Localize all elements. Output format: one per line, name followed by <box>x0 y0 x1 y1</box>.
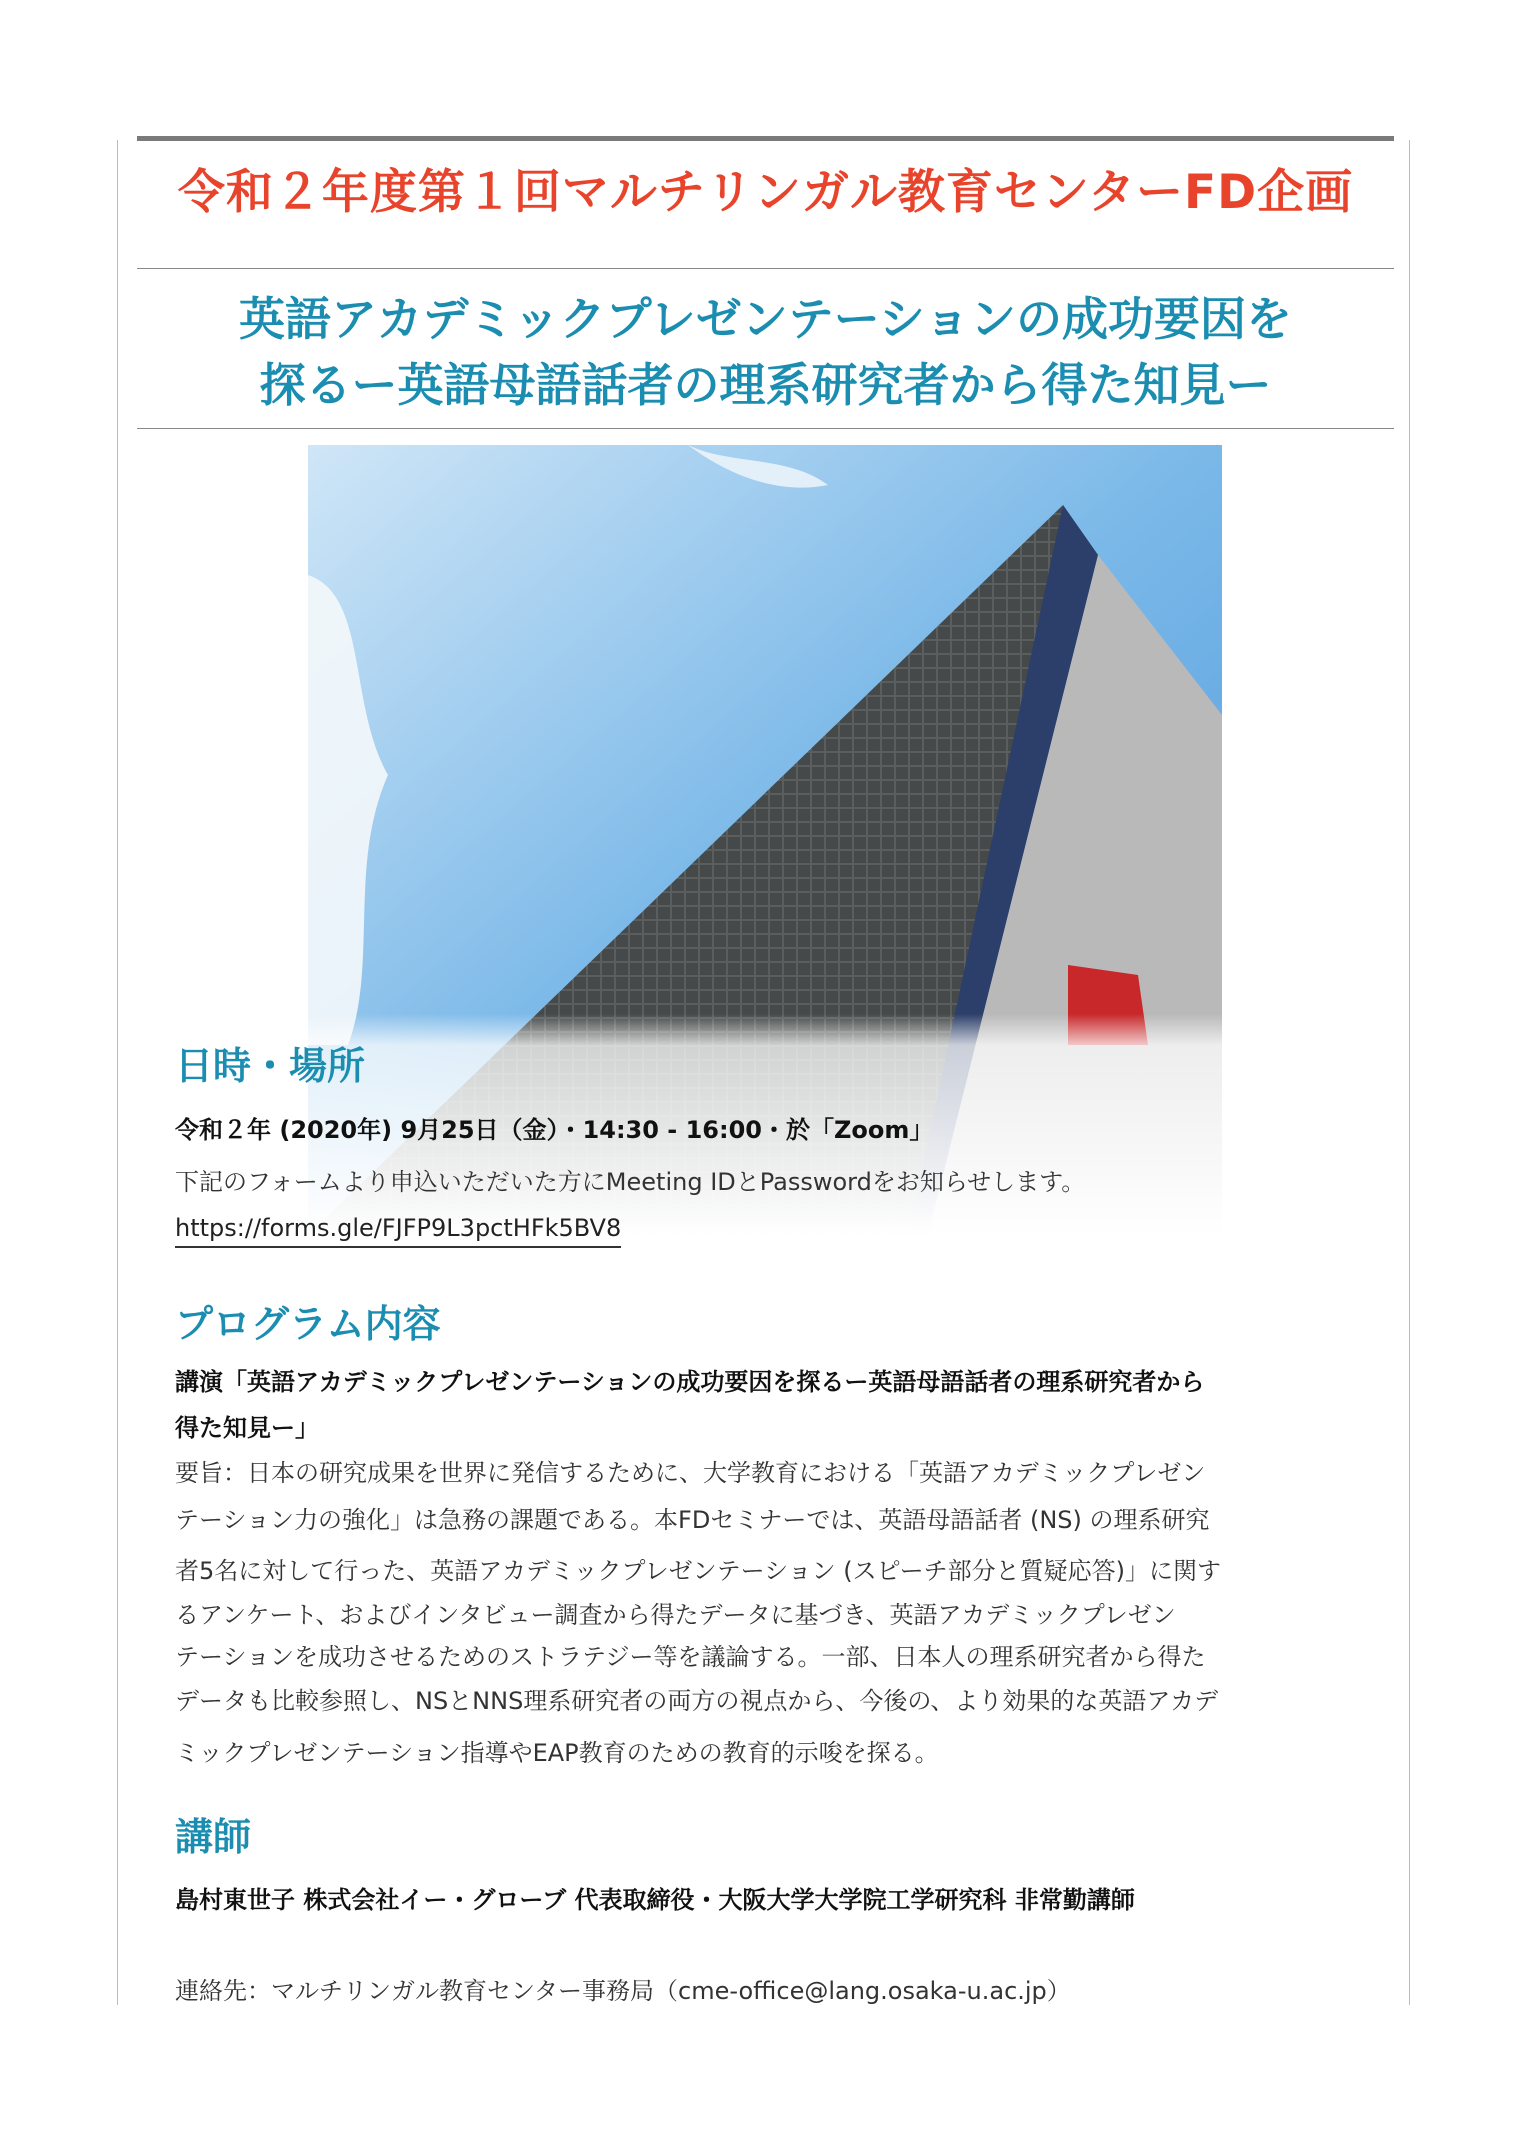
lecture-title-line: 得た知見ー」 <box>175 1414 319 1442</box>
abstract-line: テーションを成功させるためのストラテジー等を議論する。一部、日本人の理系研究者から得た <box>175 1643 1206 1671</box>
divider <box>137 268 1394 269</box>
top-divider <box>137 136 1394 141</box>
abstract-line: ミックプレゼンテーション指導やEAP教育のための教育的示唆を探る。 <box>175 1739 939 1767</box>
abstract-line: 者5名に対して行った、英語アカデミックプレゼンテーション (スピーチ部分と質疑応答)」に関す <box>175 1557 1222 1585</box>
lecturer-heading: 講師 <box>175 1815 252 1859</box>
event-subtitle <box>137 286 1394 418</box>
lecture-title-line: 講演「英語アカデミックプレゼンテーションの成功要因を探るー英語母語話者の理系研究者から <box>175 1368 1205 1396</box>
page-border-right <box>1409 140 1410 2005</box>
abstract-line: テーション力の強化」は急務の課題である。本FDセミナーでは、英語母語話者 (NS) の理系研究 <box>175 1506 1210 1534</box>
schedule-heading: 日時・場所 <box>175 1044 366 1088</box>
registration-note: 下記のフォームより申込いただいた方にMeeting IDとPasswordをお知らせします。 <box>175 1168 1086 1196</box>
contact-info: 連絡先：マルチリンガル教育センター事務局（cme-office@lang.osaka-u.ac.jp） <box>175 1977 1071 2005</box>
program-heading: プログラム内容 <box>175 1302 441 1346</box>
abstract-line: 要旨：日本の研究成果を世界に発信するために、大学教育における「英語アカデミックプレゼン <box>175 1459 1206 1487</box>
page-title: 令和２年度第１回マルチリンガル教育センターFD企画 <box>177 165 1354 220</box>
lecturer-name: 島村東世子 株式会社イー・グローブ 代表取締役・大阪大学大学院工学研究科 非常勤講師 <box>175 1886 1135 1914</box>
event-datetime: 令和２年 (2020年) 9月25日（金）・14:30 - 16:00・於「Zoom」 <box>175 1116 934 1144</box>
abstract-line: データも比較参照し、NSとNNS理系研究者の両方の視点から、今後の、より効果的な英語アカデ <box>175 1687 1219 1715</box>
abstract-line: るアンケート、およびインタビュー調査から得たデータに基づき、英語アカデミックプレゼン <box>175 1601 1176 1629</box>
subtitle-line: 英語アカデミックプレゼンテーションの成功要因を <box>239 292 1292 346</box>
subtitle-line: 探るー英語母語話者の理系研究者から得た知見ー <box>259 358 1272 412</box>
registration-form-link[interactable]: https://forms.gle/FJFP9L3pctHFk5BV8 <box>175 1214 621 1248</box>
divider <box>137 428 1394 429</box>
page-border-left <box>117 140 118 2005</box>
